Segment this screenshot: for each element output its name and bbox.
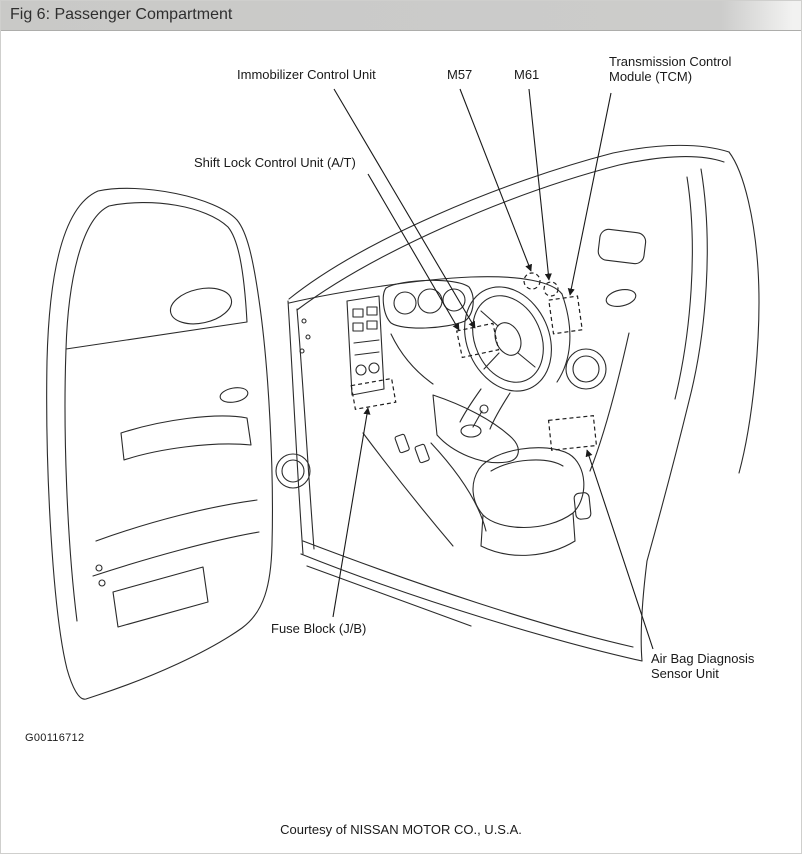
courtesy-line: Courtesy of NISSAN MOTOR CO., U.S.A. <box>280 822 522 837</box>
seat <box>473 448 584 556</box>
kick-panel-speaker <box>276 454 310 488</box>
driver-door <box>47 188 273 699</box>
leader-m61 <box>529 89 549 280</box>
pedal <box>395 434 410 453</box>
leader-fuse-block <box>333 408 368 617</box>
callout-airbag-line1: Air Bag Diagnosis <box>651 651 755 666</box>
door-handle <box>219 386 249 405</box>
leader-airbag <box>587 450 653 649</box>
callout-tcm-line1: Transmission Control <box>609 54 732 69</box>
tcm-location-marker <box>549 296 582 334</box>
leader-shift-lock <box>368 174 459 330</box>
figure-code: G00116712 <box>25 732 85 744</box>
door-mirror-oval <box>167 283 235 329</box>
callout-m61: M61 <box>514 67 540 82</box>
airbag-sensor-location-marker <box>549 416 597 451</box>
shift-knob <box>480 405 488 413</box>
callout-shift-lock-control-unit: Shift Lock Control Unit (A/T) <box>194 155 356 170</box>
steering-wheel <box>449 273 568 429</box>
leader-tcm <box>570 93 611 295</box>
callout-immobilizer-control-unit: Immobilizer Control Unit <box>237 67 376 82</box>
right-speaker <box>566 349 606 389</box>
callout-m57: M57 <box>447 67 473 82</box>
rearview-mirror <box>597 228 646 264</box>
callout-tcm-line2: Module (TCM) <box>609 69 693 84</box>
car-interior-diagram <box>1 1 802 854</box>
callout-airbag-line2: Sensor Unit <box>651 666 719 681</box>
car-body <box>276 145 759 661</box>
instrument-cluster <box>383 280 473 328</box>
pedal <box>415 444 430 463</box>
figure-title-bar <box>1 1 801 31</box>
door-armrest <box>121 416 251 460</box>
leader-m57 <box>460 89 531 271</box>
dashboard <box>289 277 570 395</box>
figure-title: Fig 6: Passenger Compartment <box>10 6 233 23</box>
callout-fuse-block: Fuse Block (J/B) <box>271 621 367 636</box>
door-pocket <box>113 567 208 627</box>
